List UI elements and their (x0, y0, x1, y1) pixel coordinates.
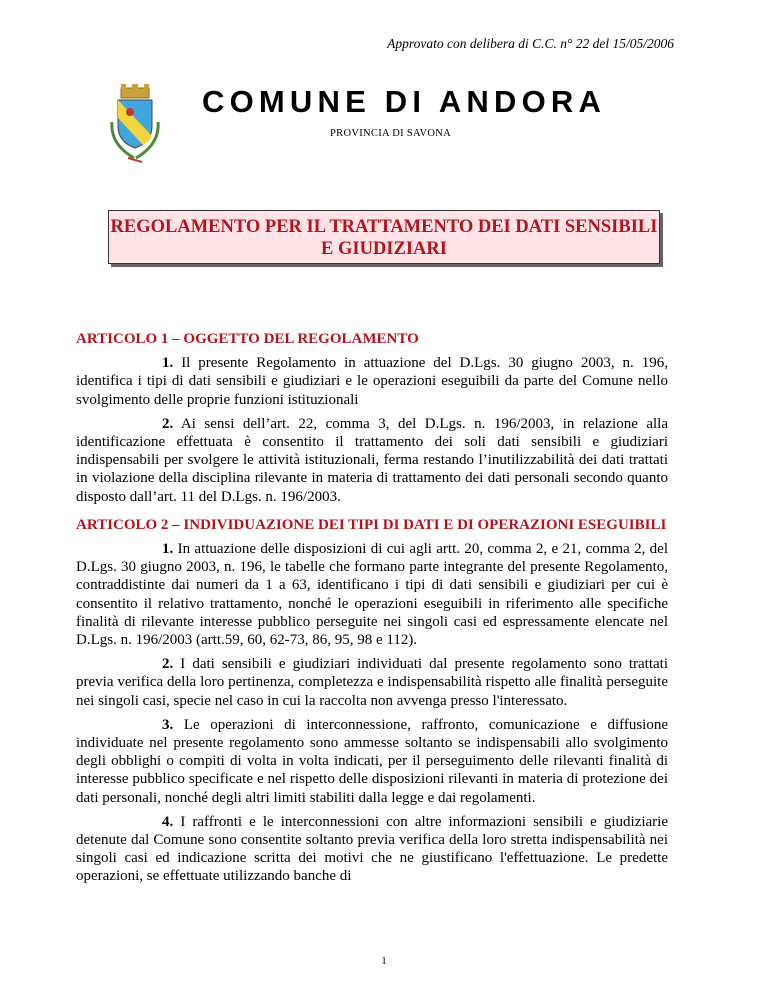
paragraph-number: 2. (162, 656, 174, 673)
article-1-heading: ARTICOLO 1 – OGGETTO DEL REGOLAMENTO (76, 331, 419, 347)
paragraph-text: I raffronti e le interconnessioni con altre informazioni sensibili e giudiziarie detenute dal Comune sono consentite soltanto previa verifica della loro stretta indispensabilità nei singoli casi ed indicazione scritta dei motivi che ne giustificano l'effettuazione. Le predette operazioni, se effettuate utilizzando banche di (76, 813, 668, 885)
article-1 (76, 330, 668, 506)
page-number: 1 (381, 955, 387, 967)
paragraph (76, 354, 668, 409)
paragraph-number: 4. (162, 813, 174, 830)
paragraph-text: I dati sensibili e giudiziari individuati dal presente regolamento sono trattati previa verifica della loro pertinenza, completezza e indispensabilità rispetto alle finalità perseguite nei singoli casi, specie nel caso in cui la raccolta non avvenga presso l'interessato. (76, 656, 669, 709)
article-2 (76, 516, 668, 886)
province-name: PROVINCIA DI SAVONA (330, 128, 452, 139)
approval-note: Approvato con delibera di C.C. n° 22 del 15/05/2006 (387, 36, 674, 51)
article-2-heading: ARTICOLO 2 – INDIVIDUAZIONE DEI TIPI DI DATI E DI OPERAZIONI ESEGUIBILI (76, 516, 667, 533)
municipality-name: COMUNE DI ANDORA (202, 84, 607, 119)
paragraph-text: In attuazione delle disposizioni di cui agli artt. 20, comma 2, e 21, comma 2, del D.Lgs. 30 giugno 2003, n. 196, le tabelle che formano parte integrante del presente Regolamento, contraddistinte dai numeri da 1 a 63, identificano i tipi di dati sensibili e giudiziari per cui è consentito il relativo trattamento, nonché le operazioni eseguibili in riferimento alle specifiche finalità di rilevante interesse pubblico perseguite nei singoli casi ed espressamente elencate nel D.Lgs. n. 196/2003 (artt.59, 60, 62-73, 86, 95, 98 e 112). (76, 541, 668, 649)
paragraph (76, 540, 668, 649)
paragraph-text: Il presente Regolamento in attuazione del D.Lgs. 30 giugno 2003, n. 196, identifica i tipi di dati sensibili e giudiziari e le operazioni eseguibili da parte del Comune nello svolgimento delle proprie funzioni istituzionali (76, 355, 668, 408)
document-title-line-2: E GIUDIZIARI (321, 239, 447, 259)
paragraph (76, 813, 668, 886)
paragraph (76, 415, 668, 506)
paragraph-text: Ai sensi dell’art. 22, comma 3, del D.Lgs. n. 196/2003, in relazione alla identificazione effettuata è consentito il trattamento dei soli dati sensibili e giudiziari indispensabili per svolgere le attività istituzionali, ferma restando l’inutilizzabilità dei dati trattati in violazione della disciplina rilevante in materia di trattamento dei dati personali secondo quanto disposto dall’art. 11 del D.Lgs. n. 196/2003. (76, 415, 668, 505)
document-title-box (108, 210, 660, 264)
paragraph (76, 716, 668, 807)
paragraph-number: 1. (162, 355, 174, 372)
document-body (76, 330, 668, 896)
coat-of-arms-logo (104, 82, 166, 166)
paragraph (76, 655, 668, 710)
paragraph-number: 3. (162, 716, 174, 733)
document-title-line-1: REGOLAMENTO PER IL TRATTAMENTO DEI DATI SENSIBILI (110, 217, 658, 237)
paragraph-number: 2. (162, 415, 174, 432)
paragraph-number: 1. (162, 541, 174, 558)
paragraph-text: Le operazioni di interconnessione, raffronto, comunicazione e diffusione individuate nel presente regolamento sono ammesse soltanto se indispensabili allo svolgimento degli obblighi o compiti di volta in volta indicati, per il perseguimento delle rilevanti finalità di interesse pubblico specificate e nel rispetto delle disposizioni rilevanti in materia di protezione dei dati personali, nonché degli altri limiti stabiliti dalla legge e dai regolamenti. (76, 716, 668, 806)
